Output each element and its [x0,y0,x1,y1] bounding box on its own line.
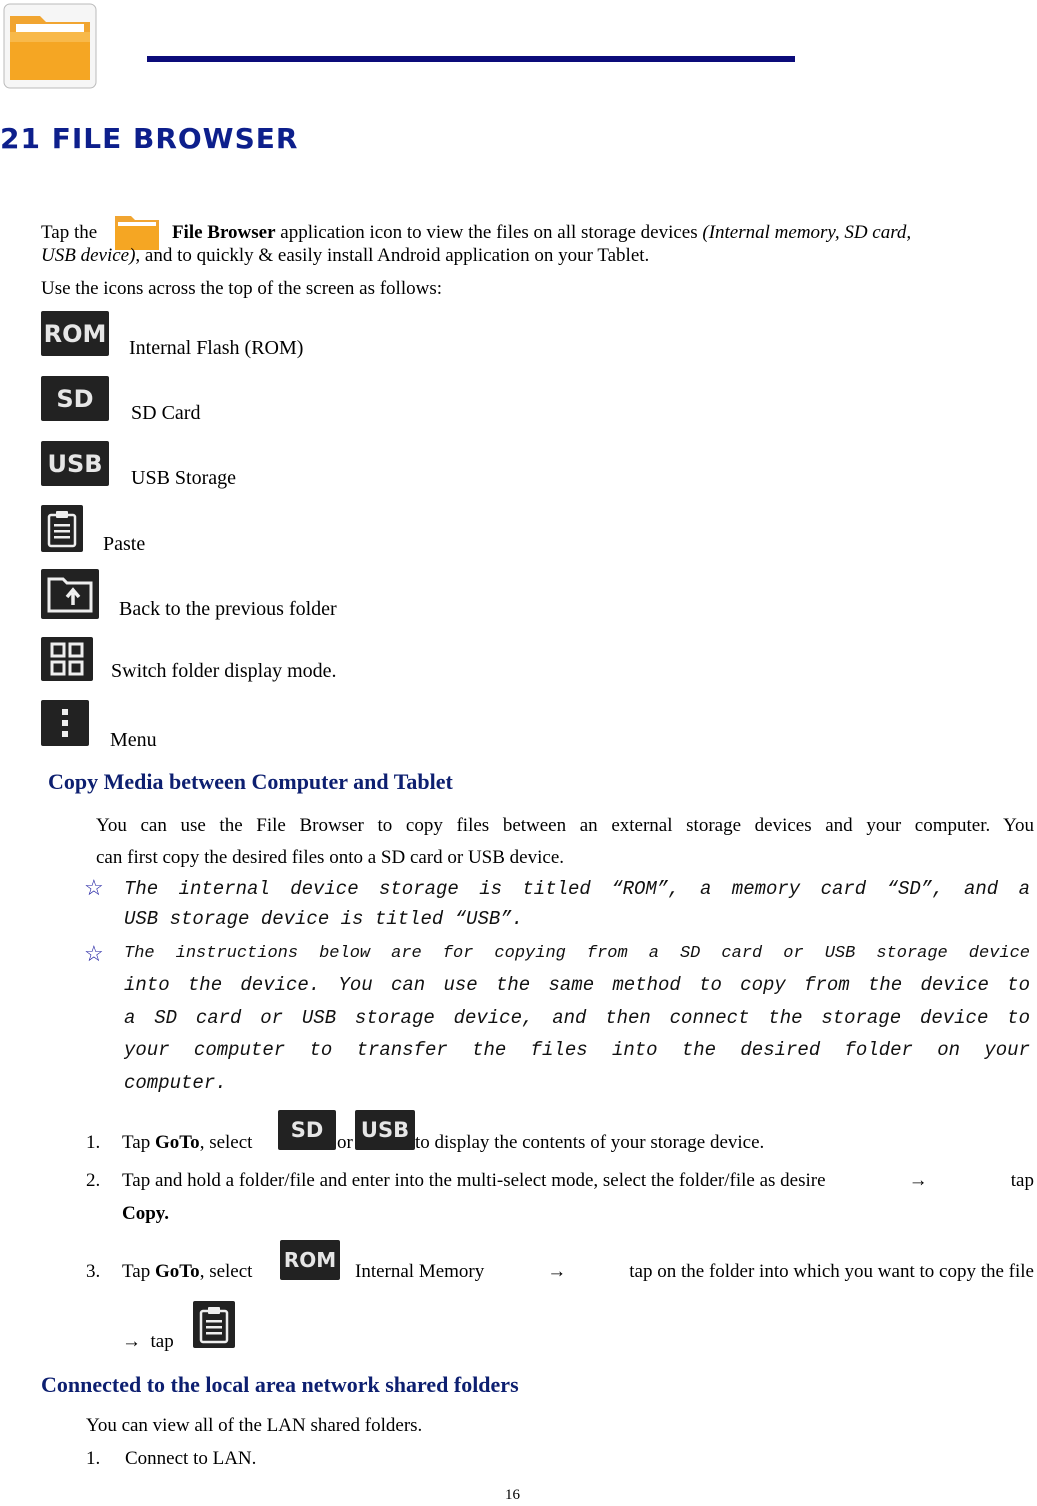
lan-step-1: Connect to LAN. [125,1448,257,1469]
grid-icon [41,637,93,681]
step-2: Tap and hold a folder/file and enter into the multi-select mode, select the folder/file as desire → tap [122,1168,1034,1194]
note-2d: your computer to transfer the files into the desired folder on your [124,1039,1030,1061]
step-2-copy: Copy. [122,1203,169,1224]
usb-icon: USB [41,441,109,486]
lan-heading: Connected to the local area network shared folders [41,1372,519,1397]
step-2-number: 2. [86,1170,101,1191]
arrow-icon: → [908,1170,928,1191]
menu-label: Menu [110,729,157,751]
note-2a: The instructions below are for copying from a SD card or USB storage device [124,944,1030,963]
usb-label: USB Storage [131,467,236,489]
note-2e: computer. [124,1072,227,1094]
note-1b: USB storage device is titled “USB”. [124,908,524,930]
intro-line-2: USB device), and to quickly & easily install Android application on your Tablet. [41,245,650,266]
copy-media-para-2: can first copy the desired files onto a SD card or USB device. [96,847,565,868]
note-2c: a SD card or USB storage device, and then connect the storage device to [124,1007,1030,1029]
star-bullet-icon: ☆ [84,875,104,900]
rom-label: Internal Flash (ROM) [129,337,304,359]
page-title: 21 FILE BROWSER [0,122,299,155]
back-folder-icon [41,569,99,619]
sd-icon: SD [41,376,109,421]
grid-label: Switch folder display mode. [111,660,337,682]
step-3-number: 3. [86,1261,101,1282]
sd-label: SD Card [131,402,201,424]
paste-label: Paste [103,533,146,555]
rom-icon: ROM [41,311,109,356]
sd-icon: SD [278,1110,336,1150]
note-1a: The internal device storage is titled “ROM”, a memory card “SD”, and a [124,878,1030,900]
step-3-a: Tap GoTo, select [122,1261,253,1282]
page-number: 16 [505,1487,520,1503]
step-3-c: → tap [122,1331,174,1352]
step-1-number: 1. [86,1132,101,1153]
copy-media-heading: Copy Media between Computer and Tablet [48,769,453,794]
note-2b: into the device. You can use the same method to copy from the device to [124,974,1030,996]
folder-icon [2,2,98,90]
copy-media-para-1: You can use the File Browser to copy files between an external storage devices and your computer. You [96,815,1034,836]
intro-line-1: Tap the File Browser application icon to view the files on all storage devices (Internal memory, SD card, [41,210,1037,252]
usb-icon: USB [355,1110,415,1150]
menu-icon [41,700,89,746]
step-1-rest: to display the contents of your storage device. [415,1132,765,1153]
back-folder-label: Back to the previous folder [119,598,337,620]
step-1-or: or [337,1132,353,1153]
star-bullet-icon: ☆ [84,941,104,966]
step-3-b: Internal Memory → tap on the folder into which you want to copy the file [355,1259,1034,1285]
header-rule [147,56,795,62]
arrow-icon: → [122,1331,141,1352]
intro-line-3: Use the icons across the top of the screen as follows: [41,278,443,299]
step-1: Tap GoTo, select [122,1132,253,1153]
paste-icon [41,505,83,552]
lan-para: You can view all of the LAN shared folders. [86,1415,423,1436]
app-name: File Browser [171,222,276,243]
rom-icon: ROM [280,1240,340,1280]
arrow-icon: → [547,1261,567,1282]
paste-icon [193,1301,235,1348]
lan-step-1-number: 1. [86,1448,101,1469]
